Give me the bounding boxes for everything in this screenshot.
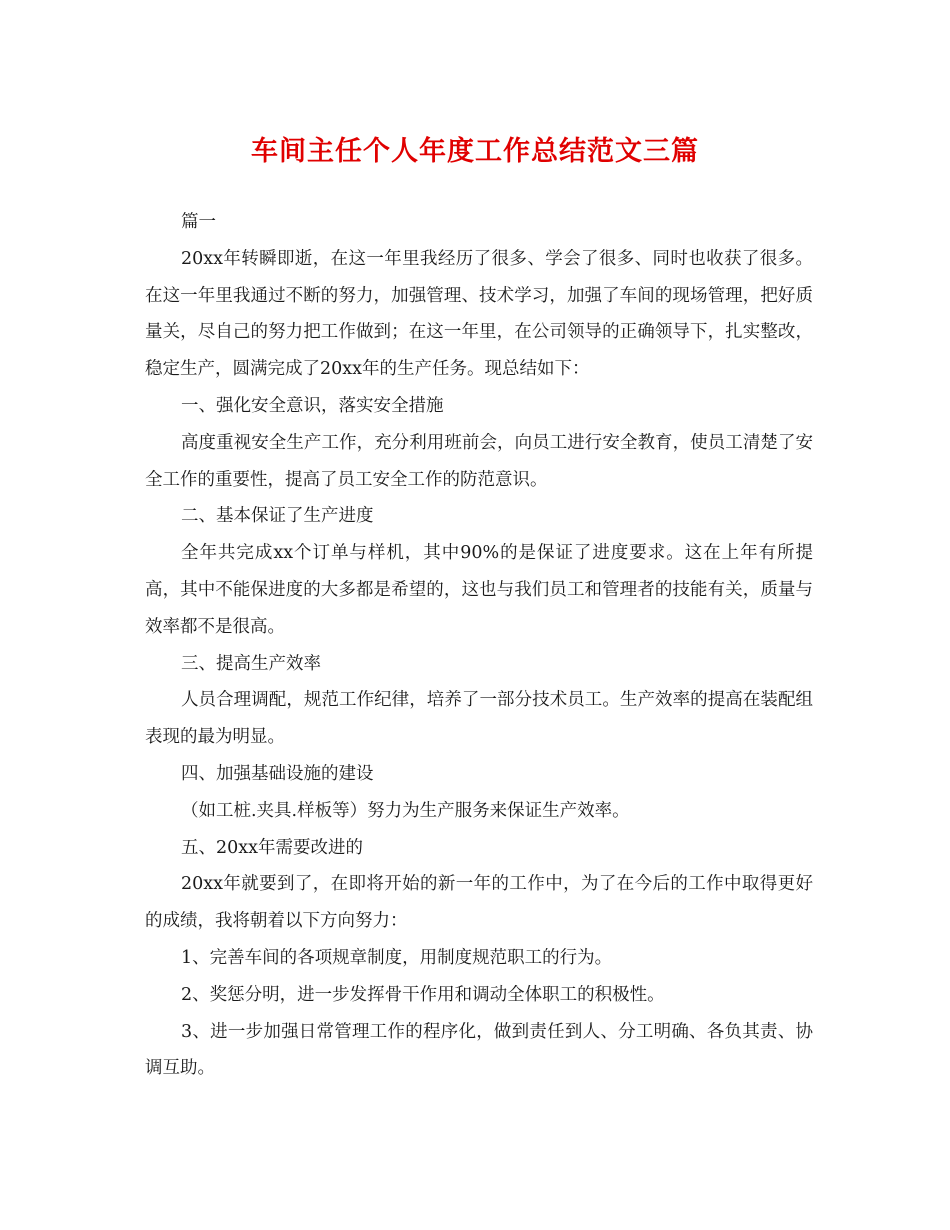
body-paragraph: 全年共完成xx个订单与样机，其中90%的是保证了进度要求。这在上年有所提高，其中不能保进度的大多都是希望的，这也与我们员工和管理者的技能有关，质量与效率都不是很高。 — [145, 543, 813, 637]
list-item: 2、奖惩分明，进一步发挥骨干作用和调动全体职工的积极性。 — [181, 984, 665, 1005]
section-heading-4: 四、加强基础设施的建设 — [181, 763, 374, 784]
body-paragraph: 人员合理调配，规范工作纪律，培养了一部分技术员工。生产效率的提高在装配组表现的最为明显。 — [145, 690, 813, 748]
section-heading-5: 五、20xx年需要改进的 — [181, 837, 364, 858]
section-label: 篇一 — [181, 212, 216, 232]
document-body — [145, 204, 813, 1087]
body-paragraph: （如工桩.夹具.样板等）努力为生产服务来保证生产效率。 — [181, 800, 630, 821]
section-heading-1: 一、强化安全意识，落实安全措施 — [181, 395, 444, 416]
body-paragraph: 高度重视安全生产工作，充分利用班前会，向员工进行安全教育，使员工清楚了安全工作的重要性，提高了员工安全工作的防范意识。 — [145, 432, 813, 490]
list-item: 3、进一步加强日常管理工作的程序化，做到责任到人、分工明确、各负其责、协调互助。 — [145, 1021, 813, 1079]
intro-paragraph: 20xx年转瞬即逝，在这一年里我经历了很多、学会了很多、同时也收获了很多。在这一年里我通过不断的努力，加强管理、技术学习，加强了车间的现场管理，把好质量关，尽自己的努力把工作做到；在这一年里，在公司领导的正确领导下，扎实整改，稳定生产，圆满完成了20xx年的生产任务。现总结如下： — [145, 248, 813, 380]
section-heading-3: 三、提高生产效率 — [181, 653, 321, 674]
section-heading-2: 二、基本保证了生产进度 — [181, 506, 374, 527]
list-item: 1、完善车间的各项规章制度，用制度规范职工的行为。 — [181, 947, 613, 968]
document-title: 车间主任个人年度工作总结范文三篇 — [251, 136, 699, 167]
body-paragraph: 20xx年就要到了，在即将开始的新一年的工作中，为了在今后的工作中取得更好的成绩，我将朝着以下方向努力： — [145, 874, 813, 932]
